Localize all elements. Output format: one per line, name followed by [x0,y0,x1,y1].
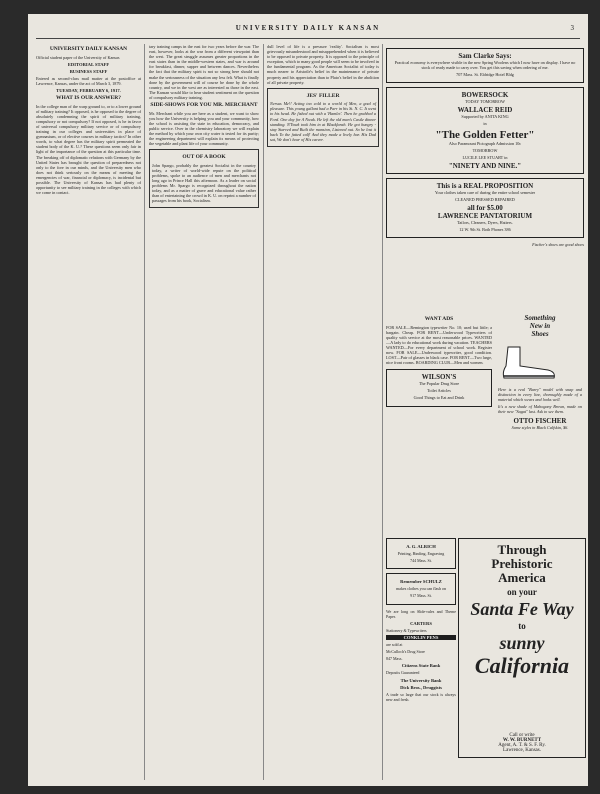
shoe-headline-2: New in [529,322,551,330]
editorial-headline: WHAT IS OUR ANSWER? [55,95,122,102]
bank-name: The University Bank [400,677,442,683]
pantatorium-ad [386,178,584,238]
alrich-ad [386,538,456,569]
classified-column [386,314,492,534]
staff-line: Official student paper of the University of Kansas [36,54,120,60]
slide-rule-line: We are long on Slide-rules and Theme Paper. [386,608,456,619]
fischer-tag: Same styles in Black Calfskin, $6. [511,424,569,430]
masthead-rule [36,38,580,39]
small-ads [386,534,456,774]
tomorrow-title: "NINETY AND NINE." [448,161,522,170]
wilson-line-2: Good Things to Eat and Drink [413,395,465,401]
cal-foot-4: Lawrence, Kansas. [503,748,541,753]
sam-clarke-body: Practical economy is everywhere visible in the new Spring Woolens which I now have on display. I have no stock of ready made to carry over. You get this saving when ordering of me. [394,60,576,71]
page-number: 3 [570,24,574,32]
proposition-headline: This is a REAL PROPOSITION [436,181,534,190]
tomorrow-label: TOMORROW [472,147,498,153]
fischer-name: OTTO FISCHER [513,416,567,425]
proposition-body: Your clothes taken care of during the entire school semester [434,189,536,195]
carters-sub: Stationery & Typewriters [386,627,427,633]
business-tagline: Tailors, Cleaners, Dyers, Hatters. [457,220,513,226]
shoe-note: It's a new shade of Mahogany Brown, made on their new "Sagat" last. Ask to see them. [498,404,582,415]
dick-headline: Dick Bros., Druggists [400,684,442,690]
shoe-ad [498,314,582,534]
services-line: CLEANED PRESSED REPAIRED [455,196,515,202]
shoe-headline-1: Something [524,314,556,322]
conklin-headline: CONKLIN PENS [386,635,456,640]
article-headline: SIDE-SHOWS FOR YOU MR. MERCHANT [150,102,258,109]
cal-foot-2: W. W. BURNETT [502,738,542,743]
shoe-headline-3: Shoes [531,330,549,338]
cal-line-4: on your [507,587,537,597]
cal-foot-1: Call or write [509,733,535,738]
santa-fe-ad [458,538,586,758]
carters-headline: CARTERS [410,620,432,626]
classified-headline: WANT ADS [424,316,454,322]
column-1 [36,44,141,780]
business-name: LAWRENCE PANTATORIUM [437,212,533,221]
column-3 [267,44,379,780]
boxed-article [149,149,259,208]
wilson-sub: The Popular Drug Store [418,381,460,387]
alrich-address: 744 Mass. St. [410,558,432,564]
conklin-body: are sold at [386,642,403,648]
issue-date: TUESDAY, FEBRUARY 6, 1917. [56,87,121,93]
article-continued: dull level of life is a pressure 'reality'. Socialism is most grievously misunderstood and misapprehended when it is believed to be opposed to private property. It is opposed to the principle of exception, which to many good people will seem to be involved in the fundamental program. As the American Socialist of today is much nearer to Aristotle's belief in the maintenance of private property and his appreciation than to Plato's belief in the abolition of all private property. [267,44,379,85]
shoe-body: Here is a real "Barry" model with snap and distinction in every line, thoroughly made of a material which wears and looks well. [498,387,582,403]
conklin-store: McCulloch's Drug Store [386,649,425,655]
admission-note: Also Paramount Pictograph Admission 10c [448,140,522,146]
poem-headline: JES' FILLER [306,92,340,99]
bank-sub: Deposits Guaranteed [386,670,420,676]
cal-line-8: California [474,653,570,678]
boxed-body: John Spargo, probably the greatest Socialist in the country today, a writer of world-wide repute on the political problems, spoke to an audience of men and merchants not long ago in Prince Hall this afternoon. As a leader on social problems Mr. Spargo is recognized throughout the nation today, and as a matter of grave and educational value rather than of entertaining the crowd in K. U. on reprint a number of passages from his book, Socialism. [152,162,256,204]
boxed-headline: OUT OF A BOOK [182,154,226,161]
masthead: UNIVERSITY DAILY KANSAN [235,24,381,32]
shoe-illustration [498,342,558,382]
paper-title: UNIVERSITY DAILY KANSAN [49,46,128,52]
staff-heading: BUSINESS STAFF [69,68,108,74]
article-body: Mr. Merchant while you are here as a student, we want to show you how the University is helping you and your community, how the school is assisting the state in education, democracy, and public service. Over in the chemistry laboratory we will explain the method by which your own city water is tested for its purity; the engineering department will explain its means of protecting the vegetable and plant life of your community. [149,110,259,147]
in-line: in [483,121,487,127]
bank-headline: Citizens State Bank [401,663,441,669]
mail-notice: Entered as second-class mail matter at the postoffice at Lawrence, Kansas, under the act of March 3, 1879. [36,75,141,86]
poem-box [267,88,379,147]
article-continued: tary training camps in the east for two years before the war. The east, however, looks at the war from a different viewpoint than the west. The great struggle assumes greater proportions in the east states than in the middle-western states, and war is around for breakfast, dinner, supper and between dances. Nevertheless the fact that the military spirit is not so strong here should not make the seriousness of the situation any less felt. What is finally done by the government will of course be done by the whole country, and we in the west are as interested as those in the east. The Kansan would like to hear student sentiment on the question of compulsory military training. [149,44,259,100]
wilson-ad [386,369,492,406]
schulz-headline: Remember SCHULZ [400,579,442,585]
conklin-address: 847 Mass. [386,656,403,662]
sam-clarke-address: 707 Mass. St. Eldridge Hotel Bldg [456,72,514,78]
schulz-ad [386,573,456,604]
cal-line-3: America [498,570,546,585]
santa-fe-footer [461,733,583,753]
cal-foot-3: Agent, A. T. & S. F. Ry. [498,743,546,748]
column-divider [263,44,264,780]
price-line: all for $5.00 [467,204,503,213]
schulz-body: makes clothes you can flash on [396,586,446,592]
star-name: WALLACE REID [457,106,513,115]
showtime: TODAY TOMORROW [465,99,505,105]
fischer-tagline: Fischer's shoes are good shoes [532,242,584,248]
column-2 [149,44,259,780]
schulz-address: 917 Mass. St. [410,593,432,599]
sam-clarke-ad [386,48,584,83]
cal-line-5: Santa Fe Way [470,599,574,619]
alrich-headline: A. G. ALRICH [406,544,436,549]
sam-clarke-headline: Sam Clarke Says: [458,52,512,60]
dick-body: A trade so large that our stock is always new and fresh. [386,691,456,702]
cal-line-2: Prehistoric [491,556,553,571]
business-address: 12 W. 9th St. Both Phones 386 [459,227,511,233]
poem-body: Nersus Me!! Acting too cold to a world of Men, a goal of pleasure. This young gallant had a Parr in his St. N. C. It went to his head. He fished out with a 'Hamlet'. Then he grabbed a Ford. One day for A Nwak. He left the old man's Castle dinner standing. N'Yawk took him in at Blackfarah. He got hungry - stay Starved and Built the mansion, Listened out. So he lost it back To the fatted calf! And they made a lively bar. His Dad sat, We don't hear of His career. [270,101,376,142]
column-divider [382,44,383,780]
santa-fe-words [461,543,583,679]
cal-line-6: to [518,621,526,631]
editorial-body: In the college man of the warp ground to, or to a lower ground of military training? It opposed, is he opposed to the degree of absolutely condemning the spirit of military training, compulsory or not compulsory? If not opposed, is he in favor of universal compulsory military service or of compulsory training in our colleges and universities in place of gymnasium, or of elective courses in military tactics? In other words, to what degree has the military spirit permeated the student body of the K. U.? These questions seem only fair in light of the importance of the question at this particular time. The breaking off of diplomatic relations with Germany by the United States has brought the question of preparedness not only to the fore in our minds, and the University men who does not think seriously on the means of meeting the emergencies of war, financial or diplomacy, is incidental but possible. The University of Kansas has had plenty of opportunity to see military training in the colleges with which we come in contact. [36,103,141,196]
wilson-line: Toilet Articles [427,388,451,394]
classified-body: FOR SALE—Remington typewriter No. 10; used but little; a bargain. Cheap. FOR RENT—Underwood Typewriters of quality with service at the most reasonable prices. WANTED—A lady to do educational work during vacation. TEACHERS WANTED—For every department of school work. Register now. FOR SALE—Underwood typewriter, good condition. LOST—Pair of glasses in black case. FOR RENT—Two large, nice front rooms. BOARDING CLUB—Men and women. [386,324,492,366]
cal-line-1: Through [497,542,547,557]
theater-name: BOWERSOCK [461,91,509,100]
alrich-body: Printing, Binding, Engraving [397,551,445,557]
cal-line-7: sunny [499,633,545,653]
wilson-headline: WILSON'S [421,373,457,382]
column-divider [144,44,145,780]
bowersock-ad [386,87,584,174]
support-line: Supported by ANITA KING [461,114,509,120]
tomorrow-star: LUCILE LEE STUART in [462,154,508,160]
newspaper-page [28,14,588,786]
staff-heading: EDITORIAL STAFF [67,61,110,67]
film-title: "The Golden Fetter" [435,128,535,141]
